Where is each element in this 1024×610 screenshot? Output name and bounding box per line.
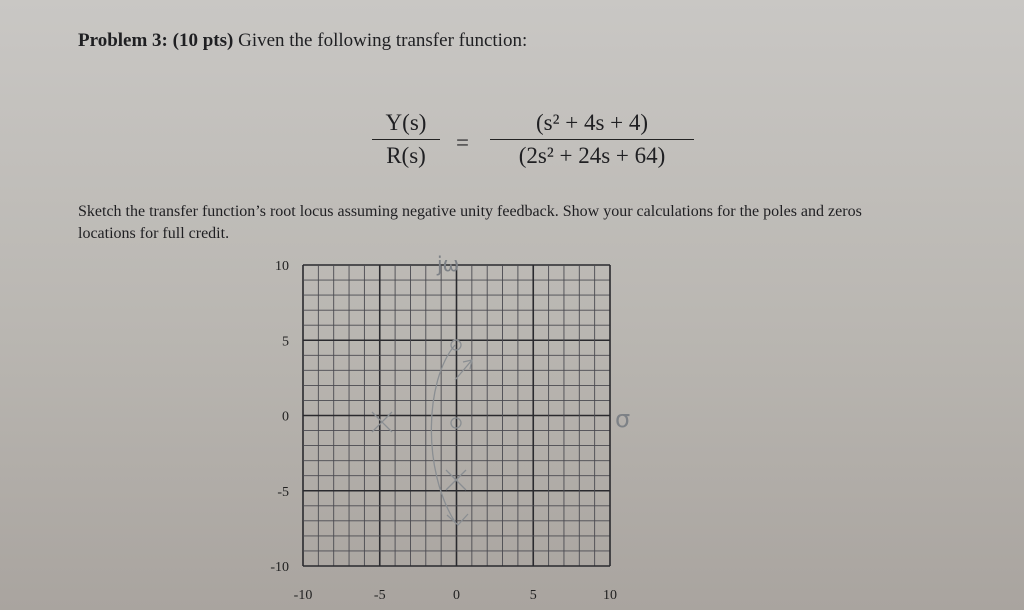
grid-lines <box>303 265 610 566</box>
problem-intro: Given the following transfer function: <box>238 30 528 51</box>
x-tick-label: 0 <box>453 588 460 603</box>
lhs-numerator: Y(s) <box>385 110 427 135</box>
rhs-denominator: (2s² + 24s + 64) <box>518 143 666 169</box>
x-tick-label: 5 <box>529 588 537 603</box>
imag-axis-label: jω <box>437 252 460 276</box>
equals-sign: = <box>456 130 469 155</box>
problem-label: Problem 3: <box>78 30 168 51</box>
rhs-numerator: (s² + 4s + 4) <box>535 110 649 135</box>
y-tick-label: 10 <box>275 259 289 274</box>
instructions-line-1: Sketch the transfer function’s root locus assuming negative unity feedback. Show your calculations for the poles and zeros <box>78 203 862 220</box>
y-tick-label: 5 <box>282 334 289 350</box>
problem-points: (10 pts) <box>172 30 234 51</box>
y-tick-label: -5 <box>277 484 289 500</box>
x-tick-label: -5 <box>373 588 386 603</box>
y-tick-label: 0 <box>282 409 289 425</box>
x-axis-ticks <box>294 588 617 603</box>
locus-arrowhead <box>447 514 468 525</box>
locus-arc <box>431 345 455 522</box>
x-tick-label: -10 <box>293 588 313 603</box>
y-axis-ticks <box>270 259 289 575</box>
real-axis-label: σ <box>615 405 631 433</box>
lhs-denominator: R(s) <box>386 143 426 169</box>
y-tick-label: -10 <box>270 560 289 575</box>
instructions-line-2: locations for full credit. <box>78 225 230 242</box>
x-tick-label: 10 <box>603 588 617 603</box>
